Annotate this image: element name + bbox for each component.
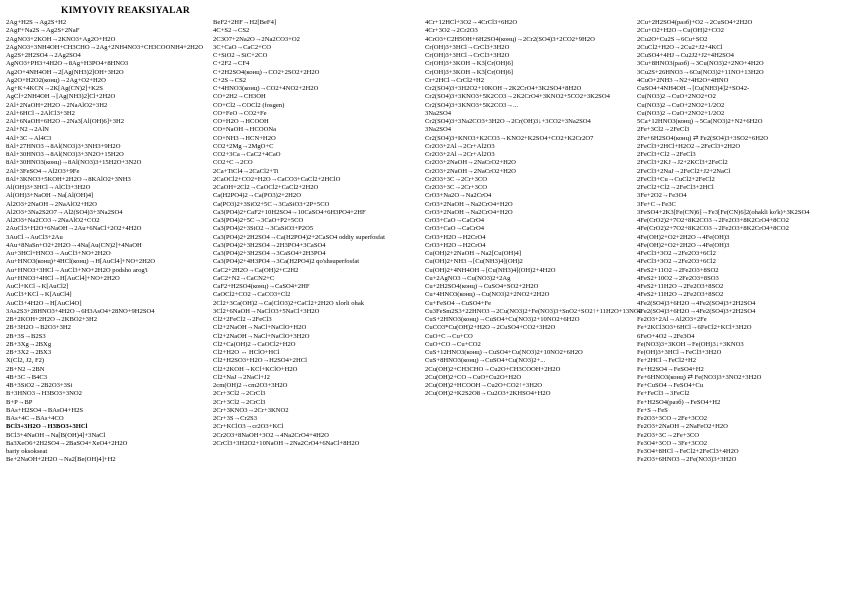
equation-line: 2Al+2NaOH+2H2O→2NaAlO2+3H2 [6, 101, 108, 109]
equation-line: 4Cr+12HCl+3O2→4CrCl3+6H2O [425, 19, 518, 26]
equation-line: 4Al+3C→Al4C3 [6, 134, 52, 142]
equation-line: Fe+CuSO4→FeSO4+Cu [637, 382, 704, 389]
equation-line: Be+2NaOH+2H2O→Na2[Be(OH)4]+H2 [6, 456, 116, 464]
equation-line: 2Cr+3S→Cr2S3 [213, 415, 258, 422]
equation-line: Ca3(PO4)2+3H2SO4→2H3PO4+3CaSO4 [213, 241, 326, 249]
equation-line: BAs+H2SO4→BAsO4+H2S [6, 406, 84, 414]
equation-line: CrO3+CaO→CaCrO4 [425, 217, 485, 224]
equation-line: 2CuSO4+4HJ→Cu2J2+J2+4H2SO4 [637, 52, 734, 59]
equation-line: 4Fe(OH)2+O2+2H2O→4Fe(OH)3 [637, 233, 730, 241]
equation-line: 3C+CaO→CaC2+CO [213, 43, 271, 51]
equation-line: 4FeS2+11H2O→2Fe2O3+8SO2 [637, 283, 724, 290]
equation-line: 2FeCl3+Cl2→2FeCl3 [637, 151, 696, 158]
equation-line: Cl2+H2O ↔ HClO+HCl [213, 349, 280, 356]
equation-line: 2C3O7+2Na2O→2Na2CO3+O2 [213, 35, 300, 43]
equation-line: 2Cr+3KNO3→2Cr+3KNO2 [213, 406, 289, 414]
equation-line: 2Al+6NaOH+6H2O→2Na3[Al(OH)6]+3H2 [6, 118, 125, 125]
equation-line: CO+NH3→HCN+H2O [213, 134, 276, 142]
equation-line: Fe+2HCl→FeCl2+H2 [637, 357, 697, 365]
equation-line: Cr(OH)3+3KOH→K3[Cr(OH)6] [425, 68, 513, 76]
equation-line: Fe+S→FeS [637, 406, 668, 414]
equation-line: Cr2O3+2Al→2Cr+Al2O3 [425, 142, 495, 150]
equation-line: 4B+3C→B4C3 [6, 373, 48, 381]
equation-line: Cr+2HCl→CrCl2+H2 [425, 76, 485, 84]
equation-line: AgCl+2NH4OH→[Ag(NH3)2]Cl+2H2O [6, 93, 116, 101]
equation-line: 4Au+8NaSn+O2+2H2O→4Na[Au(CN)2]+4NaOH [6, 241, 142, 249]
equation-line: Au+HNO3+3HCl→AuCl3+NO+2H2O podsho arog'i [6, 266, 148, 274]
equation-line: Cu+2H2SO4(конц)→CuSO4+SO2+2H2O [425, 283, 539, 290]
page-title: KIMYOVIY REAKSIYALAR [61, 6, 191, 16]
equation-line: 3Cl2+6NaOH→NaClO3+5NaCl+3H2O [213, 307, 320, 315]
equation-line: CO+2H2→CH3OH [213, 93, 266, 101]
equation-line: 4Fe(CrO2)2+7O2+8K2CO3→2Fe2O3+8K2CrO4+8CO2 [637, 217, 789, 224]
equation-line: CrO3+H2O→H2CrO4 [425, 233, 486, 241]
equation-line: 3Na2SO4 [425, 126, 452, 134]
equation-line: 5Ca+12HNO3(конц)→5Ca(NO3)2+N2+6H2O [637, 118, 763, 125]
equation-line: 4FeS2+10O2→2Fe2O3+8SO3 [637, 274, 719, 282]
equation-line: Fe(NO3)3+3KOH→Fe(OH)3↓+3KNO3 [637, 340, 744, 348]
equation-line: CO2+3Ca→CaC2+4CaO [213, 151, 281, 158]
equation-line: CuSO4+4NH4OH→[Cu(NH3)4]2+SO42- [637, 85, 750, 92]
equation-line: 2Cu+O2+H2O→Cu(OH)2+CO2 [637, 27, 724, 35]
equation-line: 6FeO+4O2→2Fe3O4 [637, 332, 695, 340]
equation-line: Cl2+2KOH→KCl+KClO+H2O [213, 365, 298, 373]
equation-line: Au+HNO3(конц)+4HCl(конц)→H[AuCl4]+NO+2H2O [6, 258, 156, 266]
equation-line: CaOCl2+CO2→CaCO3+Cl2 [213, 291, 291, 299]
equation-line: AuCl+KCl→K[AuCl2] [6, 283, 69, 290]
equation-line: CO+NaOH→HCOONa [213, 126, 277, 134]
equation-line: Cl2+NaJ→2NaCl+J2 [213, 373, 270, 381]
equation-line: 3As2S3+28HNO3+4H2O→6H3AsO4+28NO+9H2SO4 [6, 307, 155, 315]
equation-line: Al2O3+Na2CO3→2NaAlO2+CO2 [6, 217, 100, 224]
equation-line: 2FeCl3+2KJ→J2+2KCl3+2FeCl2 [637, 159, 728, 167]
equation-line: Cu+2AgNO3→Cu(NO3)2+2Ag [425, 274, 511, 282]
equation-line: Al2O3+2NaOH→2NaAlO2+H2O [6, 200, 97, 208]
equation-line: 2Cu(OH)2+CH3CHO→Cu2O+CH3COOH+2H2O [425, 365, 561, 373]
equation-line: Cl2+2NaOH→NaCl+NaClO+3H2O [213, 332, 310, 340]
equation-line: 2B+N2→2BN [6, 365, 45, 373]
equation-line: Cr2(SO4)3+3Na2CO3+3H2O→2Cr(OH)3↓+3CO2+3Na2SO4 [425, 118, 591, 125]
equation-line: 2Cu2O+Cu2S→6Cu+SO2 [637, 35, 708, 43]
equation-line: 2B+3Xg→2BXg [6, 340, 52, 348]
equation-line: 8Al+3KNO3+5KOH+2H2O→8KAlO2+3NH3 [6, 175, 131, 183]
equation-line: 3Cu+8HNO3(разб)→3Cu(NO3)2+2NO+4H2O [637, 60, 764, 68]
text-column-2 [213, 19, 418, 448]
equation-line: 3FeSO4+2K3[Fe(CN)6]→Fe3[Fe(CN)6]2(ohakli ko'k)+3K2SO4 [637, 208, 810, 216]
equation-line: Cr(OH)3+3KOH→K3[Cr(OH)6] [425, 60, 513, 68]
equation-line: 2FeCl3+2NaJ→2FeCl2+J2+2NaCl [637, 167, 731, 175]
equation-line: CuS+12HNO3(конц)→CuSO4+Cu(NO3)2+10NO2+6H2O [425, 349, 583, 356]
equation-line: CaF2+H2SO4(конц)→CaSO4+2HF [213, 283, 310, 290]
equation-line: Cu+4HNO3(конц)→Cu(NO3)2+2NO2+2H2O [425, 291, 550, 299]
equation-line: 4Fe2(SO4)3+6H2O→4Fe2(SO4)3+2H2SO4 [637, 299, 756, 307]
equation-line: 2B+3S→B2S3 [6, 332, 46, 340]
equation-line: 2Fe+3Cl2→2FeCl3 [637, 126, 690, 134]
equation-line: 2B+3H2O→B2O3+3H2 [6, 324, 71, 332]
equation-line: CuO+C→Cu+CO [425, 332, 473, 340]
equation-line: Cr2O3+2NaOH→2NaCrO2+H2O [425, 159, 516, 167]
equation-line: Au+3HCl+HNO3→AuCl3+NO+2H2O [6, 250, 111, 257]
equation-line: 2B+2KOH+2H2O→2KBO2+3H2 [6, 316, 98, 323]
equation-line: 2Cr+3Cl2→2CrCl3 [213, 398, 266, 406]
equation-line: CrO3+2NaOH→Na2CrO4+H2O [425, 208, 513, 216]
equation-line: 8Al+30HNO3(конц)→8Al(NO3)3+15H2O+3N2O [6, 159, 142, 167]
equation-line: Fe2O3+2NaOH→2NaFeO2+H2O [637, 423, 728, 431]
equation-line: CO+H2O→HCOOH [213, 118, 269, 125]
equation-line: Ca(PO3)2+3SiO2+5C→3CaSiO3+2P+5CO [213, 200, 330, 208]
equation-line: CaC2+2H2O→Ca(OH)2+C2H2 [213, 266, 299, 274]
equation-line: Cr2(SO4)3+3H2O2+10KOH→2K2CrO4+3K2SO4+8H2O [425, 85, 582, 92]
equation-line: C+4HNO3(конц)→CO2+4NO2+2H2O [213, 85, 319, 92]
equation-line: 2FeCl2+Cl2→2FeCl3+2HCl [637, 184, 714, 191]
equation-line: X(Cl2, J2, F2) [6, 357, 45, 365]
equation-line: Al(OH)3+3HCl→AlCl3+3H2O [6, 184, 91, 191]
equation-line: 2CrCl3+3H2O2+10NaOH→2Na2CrO4+6NaCl+8H2O [213, 439, 360, 447]
equation-line: 4FeCl3+3O2→2Fe2O3+6Cl2 [637, 250, 716, 257]
equation-line: Fe3O4+8HCl→FeCl2+2FeCl3+4H2O [637, 448, 739, 455]
equation-line: CrO3+2NaOH→Na2CrO4+H2O [425, 200, 513, 208]
equation-line: Ca(H2PO4)2→Ca(PO3)2+2H2O [213, 192, 301, 200]
equation-line: 4Fe2(SO4)3+6H2O→4Fe2(SO4)3+2H2SO4 [637, 307, 756, 315]
equation-line: 2Al+N2→2AlN [6, 126, 49, 134]
equation-line: 3Fe+2O2→Fe3O4 [637, 192, 687, 200]
equation-line: 4B+3SiO2→2B2O3+3Si [6, 382, 73, 389]
equation-line: 2FeCl3+Cu→CuCl2+2FeCl2 [637, 175, 715, 183]
equation-line: 2CuCl2+H2O→2Cu2+J2+4KCl [637, 43, 723, 51]
equation-line: Cu(OH)2+2NaOH→Na2[Cu(OH)4] [425, 250, 522, 257]
equation-line: Fe+2KCl3O3+6HCl→6FeCl2+KCl+3H2O [637, 324, 752, 332]
equation-line: Ca3(PO4)2+3SiO2→3CaSiO3+P2O5 [213, 225, 314, 233]
text-column-3 [425, 19, 642, 399]
equation-line: 4CuO+2NH3→N2+4H2O+4HNO [637, 76, 729, 84]
equation-line: Fe2O3+2Al→Al2O3+2Fe [637, 316, 707, 323]
equation-line: Cl2+H2SO3+H2O→H2SO4+2HCl [213, 357, 307, 365]
equation-line: Ca3(PO4)2+2H2SO4→Ca(H2PO4)2+2CaSO4 oddiy superfosfat [213, 233, 385, 241]
text-column-1 [6, 19, 206, 465]
equation-line: CO2+2Mg→2MgO+C [213, 142, 274, 150]
equation-line: Fe3O4+3CO→3Fe+3CO2 [637, 439, 708, 447]
equation-line: 4C+S2→CS2 [213, 27, 250, 35]
equation-line: 4Fe(CrO2)2+7O2+8K2CO3→2Fe2O3+8K2CrO4+8CO2 [637, 225, 789, 233]
equation-line: 4FeS2+11H2O→2Fe2O3+8SO2 [637, 291, 724, 299]
equation-line: C+2H2SO4(конц)→CO2+2SO2+2H2O [213, 68, 320, 76]
equation-line: CuS+2HNO3(конц)→CuSO4+Cu(NO3)2+10NO2+6H2O [425, 316, 580, 323]
equation-line: 3AuCl→AuCl3+2Au [6, 233, 63, 241]
equation-line: Al2O3+3Na2S2O7→Al2(SO4)3+3Na2SO4 [6, 208, 123, 216]
equation-line: 2Cr+KClO3→cr2O3+KCl [213, 423, 284, 431]
equation-line: Cu+FeSO4→CuSO4+Fe [425, 299, 492, 307]
equation-line: Ag2S+2H2SO4→2Ag2SO4 [6, 52, 81, 59]
equation-line: Cl2+Ca(OH)2→CaOCl2+H2O [213, 340, 296, 348]
equation-line: 2AgF+Na2S→Ag2S+2NaF [6, 27, 80, 35]
equation-line: 2AgNO3+3NH4OH+CH3CHO→2Ag+2NH4NO3+CH3COONH4+2H2O [6, 43, 203, 51]
equation-line: 2CaOH+2Cl2→CaOCl2+CaCl2+2H2O [213, 184, 319, 191]
equation-line: 3Na2SO4 [425, 109, 452, 117]
equation-line: 2Ca+TiCl4→2CaCl2+Ti [213, 167, 279, 175]
equation-line: Cr2(SO4)3+KNO3+K2CO3→KNO2+K2SO4+CO2+K2Cr2O7 [425, 134, 594, 142]
equation-line: Cr2(SO4)3+3KNO3+5K2CO3→2K2CrO4+3KNO2+5CO2+3K2SO4 [425, 93, 610, 101]
columns-container [6, 19, 836, 465]
equation-line: 4FeCl3+3O2→2Fe2O3+6Cl2 [637, 258, 716, 266]
equation-line: 4FeS2+11O2→2Fe2O3+8SO2 [637, 266, 719, 274]
equation-line: Cu(NO3)2→CuO+2NO2+1/2O2 [637, 109, 725, 117]
equation-line: Fe2O3+6HNO3→2Fe(NO3)3+3H2O [637, 456, 737, 464]
equation-line: Cu(OH)2+4NH4OH→[Cu(NH3)4](OH)2+4H2O [425, 266, 556, 274]
equation-line: Fe+6HNO3(конц) ⇄ Fe(NO3)3+3NO2+3H2O [637, 373, 762, 381]
equation-line: CrO3+H2O→H2CrO4 [425, 241, 486, 249]
equation-line: Cr2O3+2Al→2Cr+Al2O3 [425, 151, 495, 158]
equation-line: 4Fe(OH)2+O2+2H2O→4Fe(OH)3 [637, 241, 730, 249]
equation-line: 2Al+3FeSO4→Al2O3+9Fe [6, 167, 80, 175]
equation-line: Fe(OH)3+3HCl→FeCl3+3H2O [637, 349, 722, 356]
equation-line: Fe+H2SO4→FeSO4+H2 [637, 365, 704, 373]
equation-line: CaC2+N2→CaCN2+C [213, 274, 275, 282]
equation-line: 2CaOCl2+CO2+H2O→CaCO3+CaCl2+2HClO [213, 175, 341, 183]
equation-line: CuS+8HNO3(конц)→CuSO4+Cu(NO3)2+... [425, 357, 546, 365]
equation-line: 4CrO3+C2H5OH+6H2SO4(конц)→2Cr2(SO4)3+2CO2+9H2O [425, 35, 595, 43]
equation-line: 2Fe+6H2SO4(конц) ⇄ Fe2(SO4)3+3SO2+6H2O [637, 134, 769, 142]
equation-line: CuCO3*Cu(OH)2+H2O→2CuSO4+CO2+3H2O [425, 324, 556, 332]
equation-line: C+2F2→CF4 [213, 60, 250, 68]
equation-line: CrO3+Na2O→Na2CrO4 [425, 192, 492, 200]
equation-line: 2AgNO3+2KOH→2KNO3+Ag2O+H2O [6, 35, 116, 43]
equation-line: BCl3+4NaOH→Na[B(OH)4]+3NaCl [6, 431, 106, 439]
equation-line: Cr2(SO4)3+3KNO3+5K2CO3→... [425, 101, 518, 109]
equation-line: Ag+K+4KCN→2K[Ag(CN)2]+K2S [6, 85, 103, 92]
equation-line: BAs+4C→BAs+4CO [6, 415, 64, 422]
equation-line: 3Cu2S+26HNO3→6Cu(NO3)2+11NO+13H2O [637, 68, 764, 76]
equation-line: Ca3(PO4)2+3H2SO4→3CaSO4+2H3PO4 [213, 250, 326, 257]
equation-line: 2Cu(OH)2+K2S2O8→Cu2O3+2KHSO4+H2O [425, 390, 551, 398]
equation-line: Al(OH)3+NaOH→Na[Al(OH)4] [6, 192, 94, 200]
equation-line: 2AuCl3+H2O+6NaOH→2Au+6NaCl+2O2+4H2O [6, 225, 142, 233]
equation-line: B+3HNO3→H3BO3+3NO2 [6, 390, 82, 398]
equation-line: bariy oksokseat [6, 448, 48, 455]
equation-line: 8Al+30HNO3→8Al(NO3)3+3N2O+15H2O [6, 151, 124, 158]
equation-line: Ca3(PO4)2+5C→3CaO+P2+5CO [213, 217, 304, 224]
equation-line: AuCl3+KCl→K[AuCl4] [6, 291, 72, 299]
equation-line: Ag2O+H2O2(конц)→2Ag+O2+H2O [6, 76, 106, 84]
equation-line: BeF2+2HF→H2[BeF4] [213, 19, 277, 26]
equation-line: Cr2O3+3C→2Cr+3CO [425, 184, 488, 191]
equation-line: 2cm(OH)2→cm2O3+3H2O [213, 382, 288, 389]
equation-line: BCl3+3H2O→H3BO3+3HCl [6, 423, 88, 431]
equation-line: 2Cr2O3+8NaOH+3O2→4Na2CrO4+4H2O [213, 431, 329, 439]
equation-line: CuO+CO→Cu+CO2 [425, 340, 481, 348]
equation-line: 2B+3X2→2BX3 [6, 349, 52, 356]
equation-line: Cr(OH)3+3HCl→CrCl3+3H2O [425, 52, 510, 59]
equation-line: 8Al+27HNO3→8Al(NO3)3+3NH3+9H2O [6, 142, 121, 150]
equation-line: Ba3XeO6+2H2SO4→2BaSO4+XeO4+2H2O [6, 439, 128, 447]
equation-line: Fe+H2SO4(разб)→FeSO4+H2 [637, 398, 721, 406]
equation-line: Cr2O3+3C→2Cr+3CO [425, 175, 488, 183]
equation-line: Cr(OH)3+3HCl→CrCl3+3H2O [425, 43, 510, 51]
equation-line: 2Ag+H2S→Ag2S+H2 [6, 19, 67, 26]
equation-line: 3Fe+C→Fe3C [637, 200, 676, 208]
equation-line: Fe+FeCl3→3FeCl2 [637, 390, 690, 398]
equation-line: Cr2O3+2NaOH→2NaCrO2+H2O [425, 167, 516, 175]
equation-line: 2Cu+2H2SO4(разб)+O2→2CuSO4+2H2O [637, 19, 753, 26]
equation-line: 2Cu(OH)2+HCOOH→Cu2O+CO2↑+3H2O [425, 382, 543, 389]
equation-line: C+2S→CS2 [213, 76, 247, 84]
equation-line: 2Al+6HCl→2AlCl3+3H2 [6, 109, 75, 117]
equation-line: Cu(NO3)2→CuO+2NO2+O2 [637, 93, 716, 101]
equation-line: Ca3(PO4)2+4H3PO4→3Ca(H2PO4)2 qo'shsuperfosfat [213, 258, 360, 266]
equation-line: B+P→BP [6, 398, 33, 406]
equation-line: CO+FeO→CO2+Fe [213, 109, 267, 117]
equation-line: 2FeCl3+2HCl+H2O2→2FeCl3+2H2O [637, 142, 741, 150]
equation-line: Cu(OH)2+NH3→[Cu(NH3)4](OH)2 [425, 258, 523, 266]
equation-line: Au+HNO3+4HCl→H[AuCl4]+NO+2H2O [6, 274, 120, 282]
equation-line: 4Cr+3O2→2Cr2O3 [425, 27, 478, 35]
equation-line: C+SiO2→SiC+2CO [213, 52, 268, 59]
equation-line: AgNO3+PH3+4H2O→8Ag+H3PO4+8HNO3 [6, 60, 129, 68]
equation-line: CO+Cl2→COCl2 (fosgen) [213, 101, 285, 109]
equation-line: Cu(NO3)2→CuO+2NO2+1/2O2 [637, 101, 725, 109]
equation-line: Cl2+2FeCl2→2FeCl3 [213, 316, 272, 323]
equation-line: 2Cr+3Cl2→2CrCl3 [213, 390, 266, 398]
equation-line: Ag2O+4NH4OH→2[Ag(NH3)2]OH+3H2O [6, 68, 124, 76]
equation-line: Ca3(PO4)2+CaF2+10H2SO4→10CaSO4+6H3PO4+2HF [213, 208, 366, 216]
equation-line: Cl2+2NaOH→NaCl+NaClO+H2O [213, 324, 307, 332]
equation-line: AuCl3+4H2O→H[AuCl4O] [6, 299, 82, 307]
equation-line: CrO3+CaO→CaCrO4 [425, 225, 485, 233]
equation-line: CO2+C→2CO [213, 159, 253, 167]
equation-line: 2Cl2+3Ca(OH)2→Ca(ClO3)2+CaCl2+2H2O xlorli ohak [213, 299, 365, 307]
equation-line: 2Cu(OH)2+CO→CuO+Cu2O+H2O [425, 373, 522, 381]
equation-line: Fe2O3+3CO→2Fe+3CO2 [637, 415, 708, 422]
equation-line: Cu3FeSm2S3+22HNO3→2Cu(NO3)2+Fe(NO3)3+SnO2+SO2↑+11H2O+13NO2 [425, 307, 642, 315]
text-column-4 [637, 19, 842, 465]
equation-line: Fe2O3+3C→2Fe+3CO [637, 431, 700, 439]
